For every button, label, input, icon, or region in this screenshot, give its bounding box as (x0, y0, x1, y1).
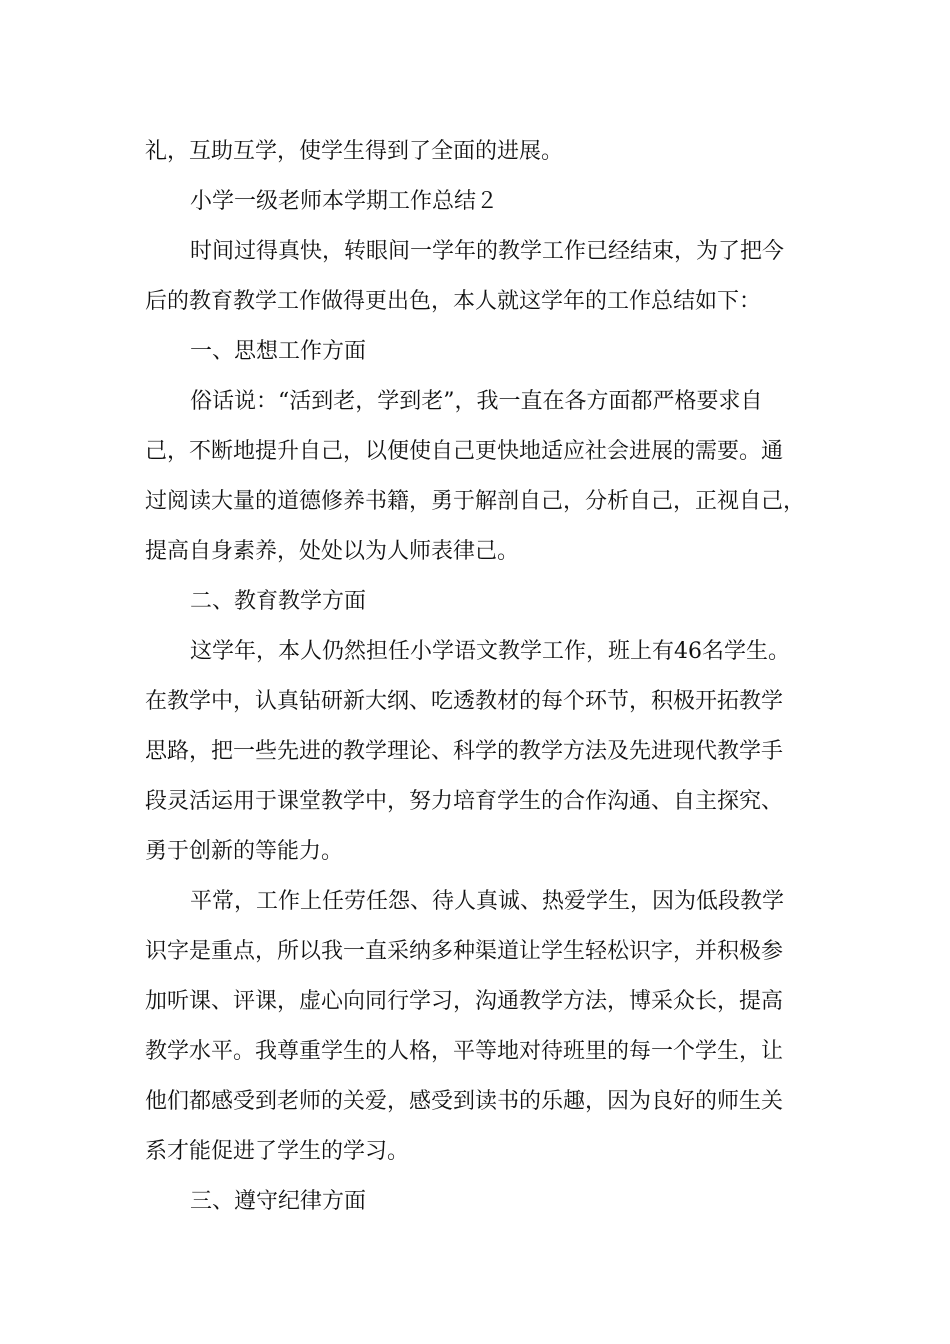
section-title-line: 小学一级老师本学期工作总结２ (190, 189, 499, 214)
document-body (145, 127, 829, 1227)
heading-thinking: 一、思想工作方面 (190, 339, 367, 364)
text-line-11: 这学年，本人仍然担任小学语文教学工作，班上有46名学生。 (190, 639, 790, 664)
text-line-13: 思路，把一些先进的教学理论、科学的教学方法及先进现代教学手 (145, 739, 784, 764)
text-line-9: 提高自身素养，处处以为人师表律己。 (145, 539, 520, 564)
text-line-3: 时间过得真快，转眼间一学年的教学工作已经结束，为了把今 (190, 239, 785, 264)
text-line-18: 加听课、评课，虚心向同行学习，沟通教学方法，博采众长，提高 (145, 989, 784, 1014)
text-line-20: 他们都感受到老师的关爱，感受到读书的乐趣，因为良好的师生关 (145, 1089, 784, 1114)
heading-teaching: 二、教育教学方面 (190, 589, 367, 614)
text-line-16: 平常，工作上任劳任怨、待人真诚、热爱学生，因为低段教学 (190, 889, 785, 914)
heading-discipline: 三、遵守纪律方面 (190, 1189, 367, 1214)
text-line-21: 系才能促进了学生的学习。 (145, 1139, 410, 1164)
text-line-15: 勇于创新的等能力。 (145, 839, 344, 864)
text-line-14: 段灵活运用于课堂教学中，努力培育学生的合作沟通、自主探究、 (145, 789, 784, 814)
text-line-6: 俗话说：“活到老，学到老”，我一直在各方面都严格要求自 (190, 389, 763, 414)
text-line-8: 过阅读大量的道德修养书籍，勇于解剖自己，分析自己，正视自己， (145, 489, 806, 514)
text-line-19: 教学水平。我尊重学生的人格，平等地对待班里的每一个学生，让 (145, 1039, 784, 1064)
text-line-7: 己，不断地提升自己，以便使自己更快地适应社会进展的需要。通 (145, 439, 784, 464)
text-line-12: 在教学中，认真钻研新大纲、吃透教材的每个环节，积极开拓教学 (145, 689, 784, 714)
text-line-4: 后的教育教学工作做得更出色，本人就这学年的工作总结如下： (145, 289, 762, 314)
text-line-17: 识字是重点，所以我一直采纳多种渠道让学生轻松识字，并积极参 (145, 939, 784, 964)
text-line-1: 礼，互助互学，使学生得到了全面的进展。 (145, 139, 564, 164)
